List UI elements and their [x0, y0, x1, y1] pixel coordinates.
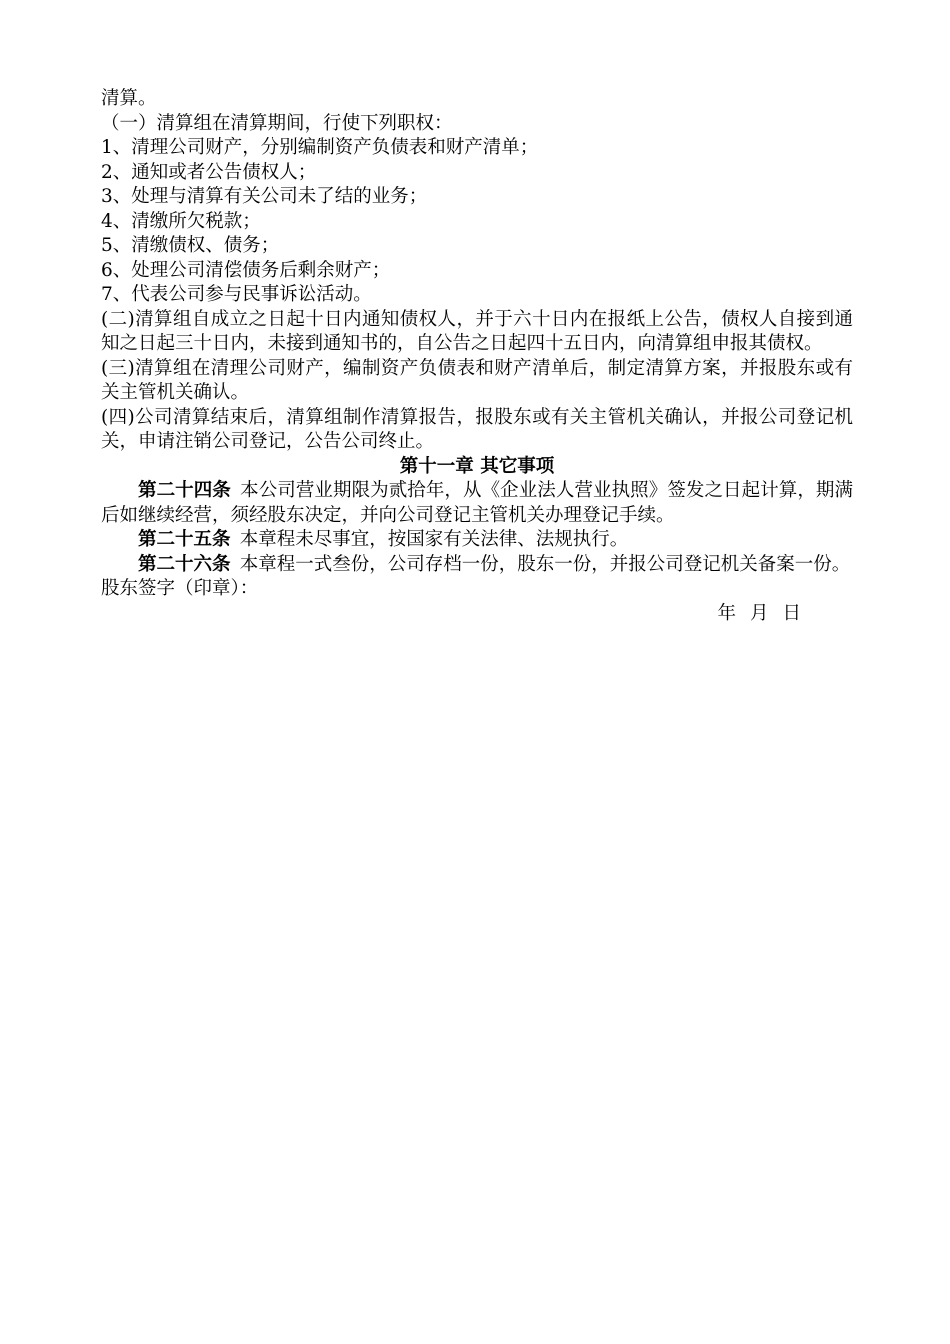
article-26	[101, 553, 853, 578]
article-25	[101, 528, 853, 553]
signature-label: 股东签字（印章）：	[101, 578, 259, 599]
article-text: 本章程未尽事宜，按国家有关法律、法规执行。	[239, 529, 629, 550]
document-page	[101, 87, 853, 626]
list-item: 1、清理公司财产，分别编制资产负债表和财产清单；	[101, 137, 539, 158]
clause-paragraph: (三)清算组在清理公司财产，编制资产负债表和财产清单后，制定清算方案，并报股东或有关主管机关确认。	[101, 357, 853, 403]
list-item: 2、通知或者公告债权人；	[101, 161, 317, 183]
list-item: 7、代表公司参与民事诉讼活动。	[101, 284, 372, 305]
date-day: 日	[782, 602, 801, 624]
article-label: 第二十五条	[138, 529, 231, 550]
list-item: 6、处理公司清偿债务后剩余财产；	[101, 259, 391, 281]
article-label: 第二十六条	[138, 553, 231, 575]
date-year: 年	[717, 602, 736, 624]
article-text: 本公司营业期限为贰拾年，从《企业法人营业执照》签发之日起计算，期满后如继续经营，须经股东决定，并向公司登记主管机关办理登记手续。	[101, 480, 853, 526]
article-label: 第二十四条	[138, 480, 231, 501]
list-item: 4、清缴所欠税款；	[101, 210, 261, 232]
clause-paragraph: (二)清算组自成立之日起十日内通知债权人，并于六十日内在报纸上公告，债权人自接到通知之日起三十日内，未接到通知书的，自公告之日起四十五日内，向清算组申报其债权。	[101, 308, 853, 354]
article-24	[101, 479, 853, 528]
clause-paragraph: (四)公司清算结束后，清算组制作清算报告，报股东或有关主管机关确认，并报公司登记机关，申请注销公司登记，公告公司终止。	[101, 406, 853, 452]
text-line: 清算。	[101, 88, 157, 109]
list-item: 3、处理与清算有关公司未了结的业务；	[101, 186, 428, 207]
list-item: 5、清缴债权、债务；	[101, 235, 280, 256]
chapter-title: 第十一章 其它事项	[399, 455, 555, 477]
clause-heading: （一）清算组在清算期间，行使下列职权：	[101, 112, 453, 134]
date-line	[101, 602, 853, 627]
date-month: 月	[749, 602, 769, 624]
article-text: 本章程一式叁份，公司存档一份，股东一份，并报公司登记机关备案一份。	[239, 553, 851, 575]
